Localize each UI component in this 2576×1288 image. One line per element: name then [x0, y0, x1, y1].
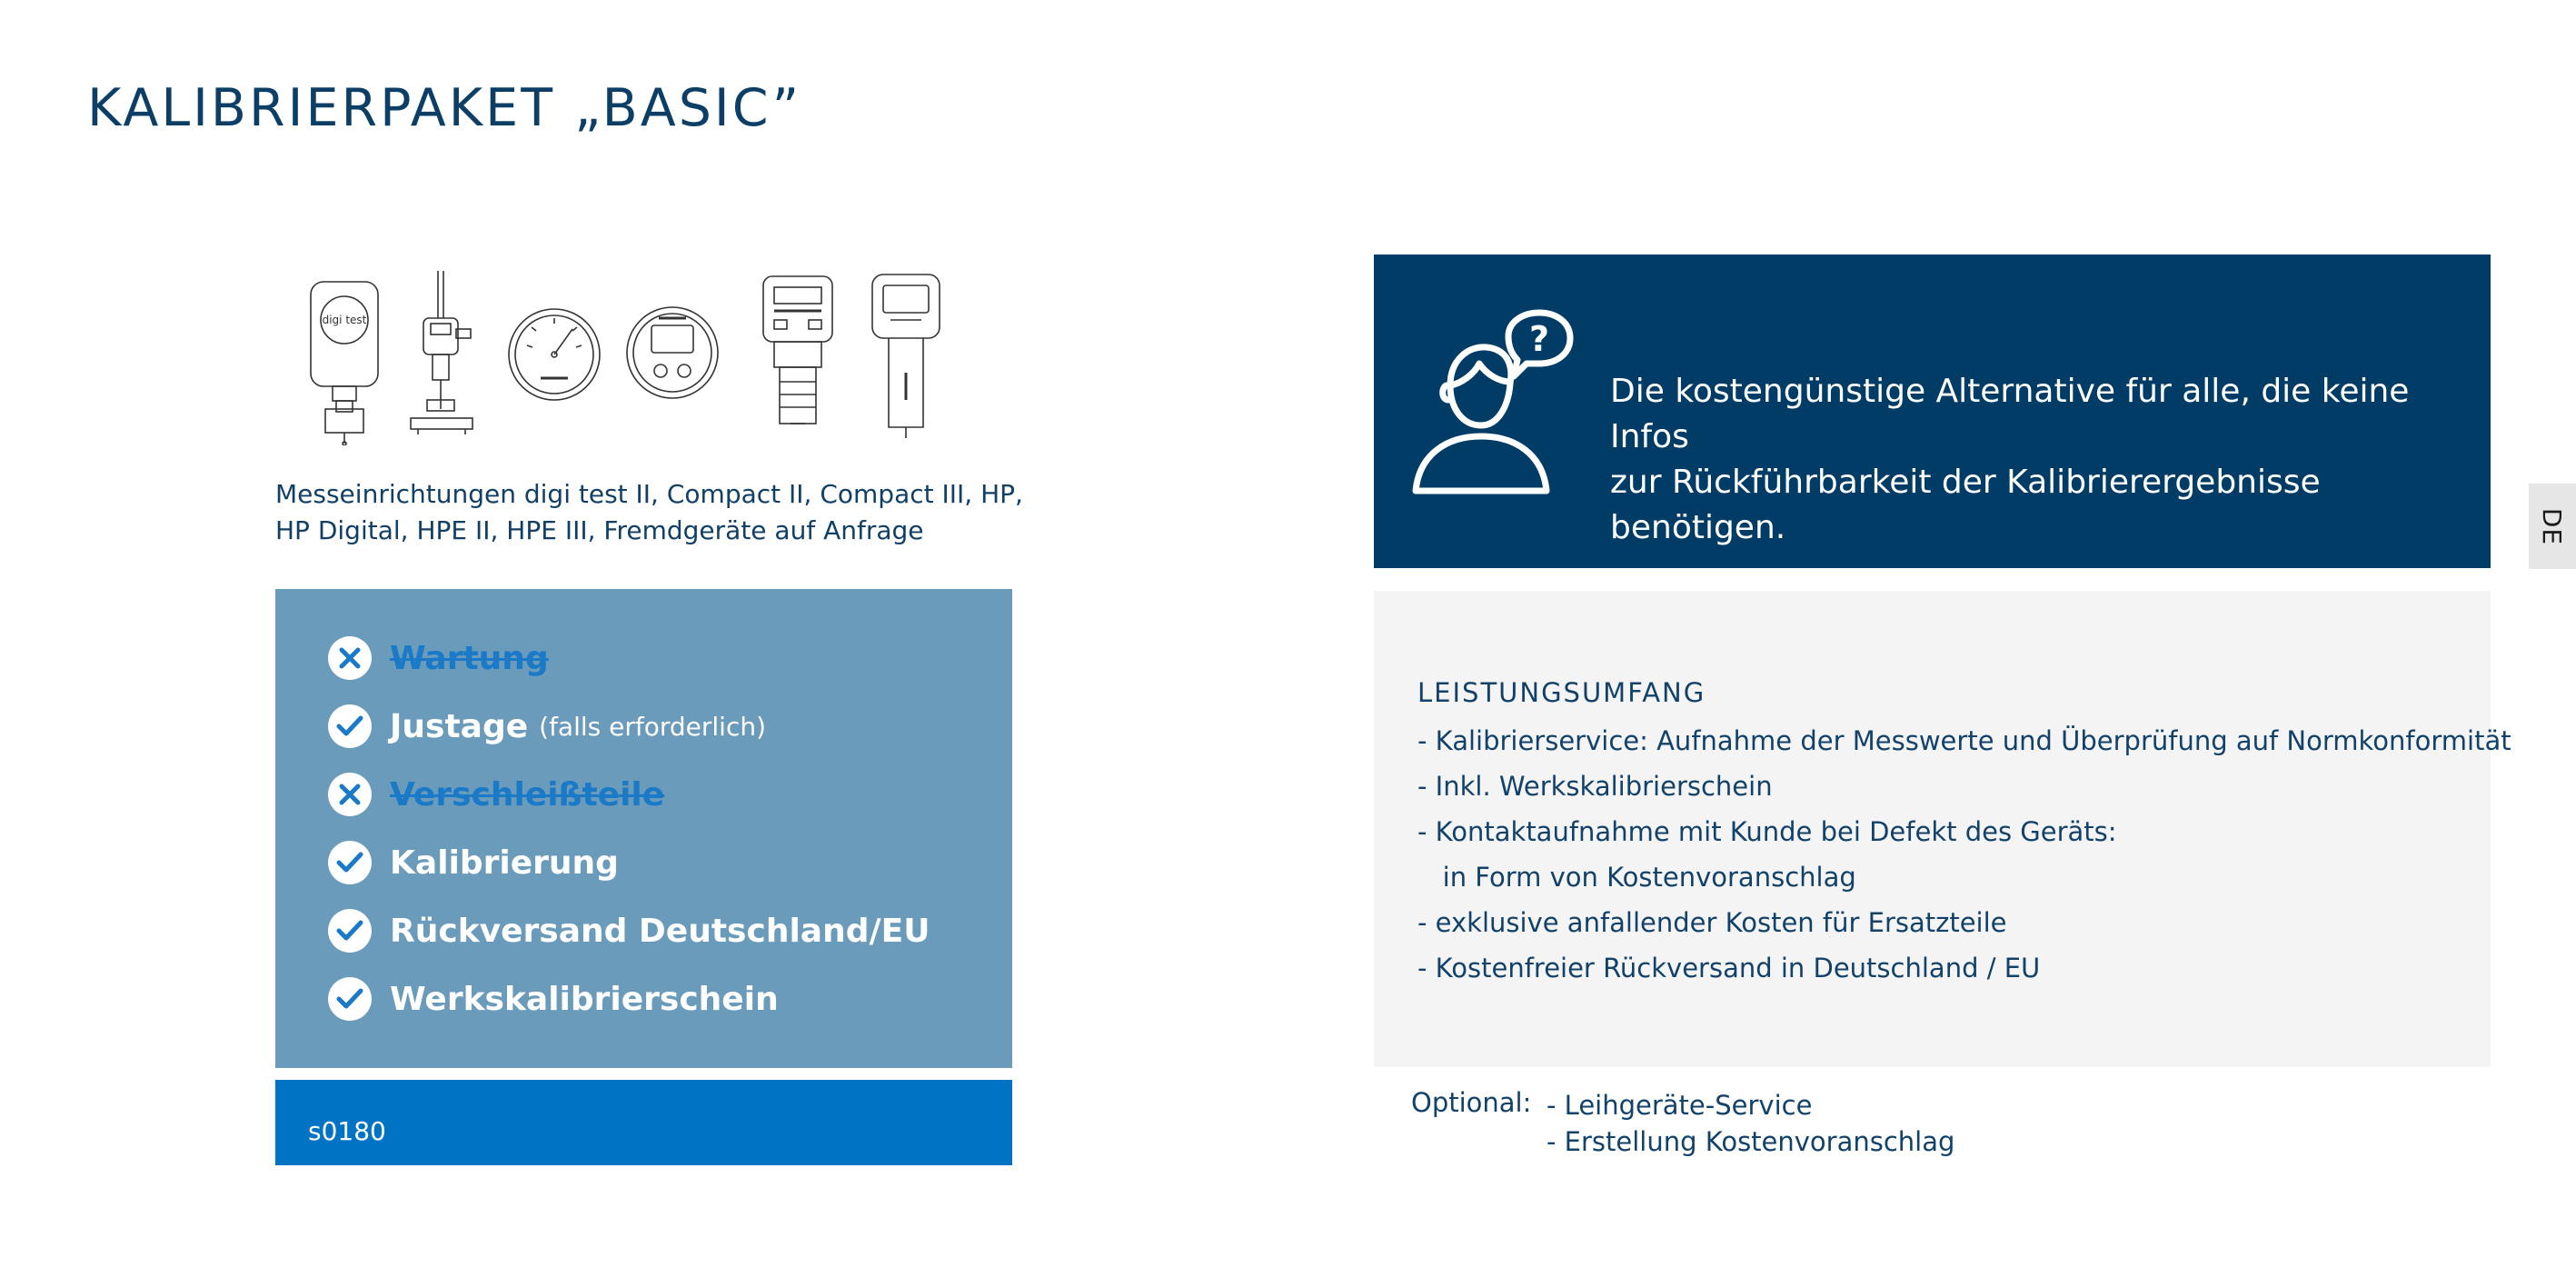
check-icon — [328, 704, 372, 748]
feature-label: Verschleißteile — [390, 775, 665, 814]
person-question-icon — [1410, 309, 1610, 500]
hpe-device-drawing — [763, 276, 832, 424]
stand-device-drawing — [411, 271, 472, 434]
check-icon — [328, 841, 372, 884]
feature-note: (falls erforderlich) — [539, 711, 767, 742]
feature-justage — [328, 699, 766, 754]
devices-caption-line1: Messeinrichtungen digi test II, Compact II, Compact III, HP, — [275, 479, 1023, 509]
feature-kalibrierung — [328, 835, 619, 890]
article-code: s0180 — [308, 1116, 386, 1146]
feature-label: Wartung — [390, 639, 549, 677]
feature-werkskalibrierschein — [328, 972, 779, 1026]
cross-icon — [328, 773, 372, 816]
analog-dial-drawing — [509, 309, 600, 400]
check-icon — [328, 977, 372, 1021]
feature-verschleissteile — [328, 767, 664, 822]
page-title: KALIBRIERPAKET „BASIC” — [87, 78, 802, 138]
scope-item: - Inkl. Werkskalibrierschein — [1417, 771, 1773, 802]
optional-item: - Leihgeräte-Service — [1547, 1090, 1813, 1121]
feature-label: Justage — [390, 707, 529, 745]
article-code-bar — [275, 1080, 1012, 1165]
devices-caption-line2: HP Digital, HPE II, HPE III, Fremdgeräte auf Anfrage — [275, 515, 924, 545]
feature-label: Rückversand Deutschland/EU — [390, 912, 930, 950]
optional-list — [1547, 1087, 1954, 1160]
language-code: DE — [2537, 507, 2568, 545]
hp-digital-device-drawing — [872, 275, 940, 438]
device-illustrations — [300, 264, 954, 445]
feature-label: Werkskalibrierschein — [390, 980, 779, 1018]
intro-text-line2: zur Rückführbarkeit der Kalibrierergebnisse benötigen. — [1610, 464, 2321, 546]
digitest-label: digi test — [322, 314, 367, 326]
scope-item: - Kostenfreier Rückversand in Deutschland / EU — [1417, 953, 2041, 983]
svg-text:?: ? — [1528, 319, 1550, 359]
optional-item: - Erstellung Kostenvoranschlag — [1547, 1126, 1955, 1157]
scope-box — [1374, 591, 2511, 1067]
scope-title: LEISTUNGSUMFANG — [1417, 677, 1706, 708]
optional-label: Optional: — [1411, 1087, 1532, 1118]
feature-wartung — [328, 631, 549, 685]
cross-icon — [328, 636, 372, 680]
check-icon — [328, 909, 372, 953]
scope-list — [1417, 718, 2511, 991]
feature-label: Kalibrierung — [390, 844, 619, 882]
digital-round-drawing — [627, 307, 718, 398]
feature-rueckversand — [328, 904, 930, 958]
intro-text — [1610, 369, 2464, 551]
scope-item: in Form von Kostenvoranschlag — [1417, 862, 1856, 893]
feature-checklist — [275, 589, 1012, 1068]
scope-item: - Kontaktaufnahme mit Kunde bei Defekt des Geräts: — [1417, 816, 2117, 847]
language-tab[interactable] — [2529, 484, 2576, 569]
devices-caption — [275, 476, 1039, 549]
scope-item: - Kalibrierservice: Aufnahme der Messwerte und Überprüfung auf Normkonformität — [1417, 725, 2511, 756]
intro-box — [1374, 255, 2491, 568]
scope-item: - exklusive anfallender Kosten für Ersatzteile — [1417, 907, 2007, 938]
intro-text-line1: Die kostengünstige Alternative für alle, die keine Infos — [1610, 373, 2410, 455]
digitest-device-drawing — [311, 282, 378, 445]
